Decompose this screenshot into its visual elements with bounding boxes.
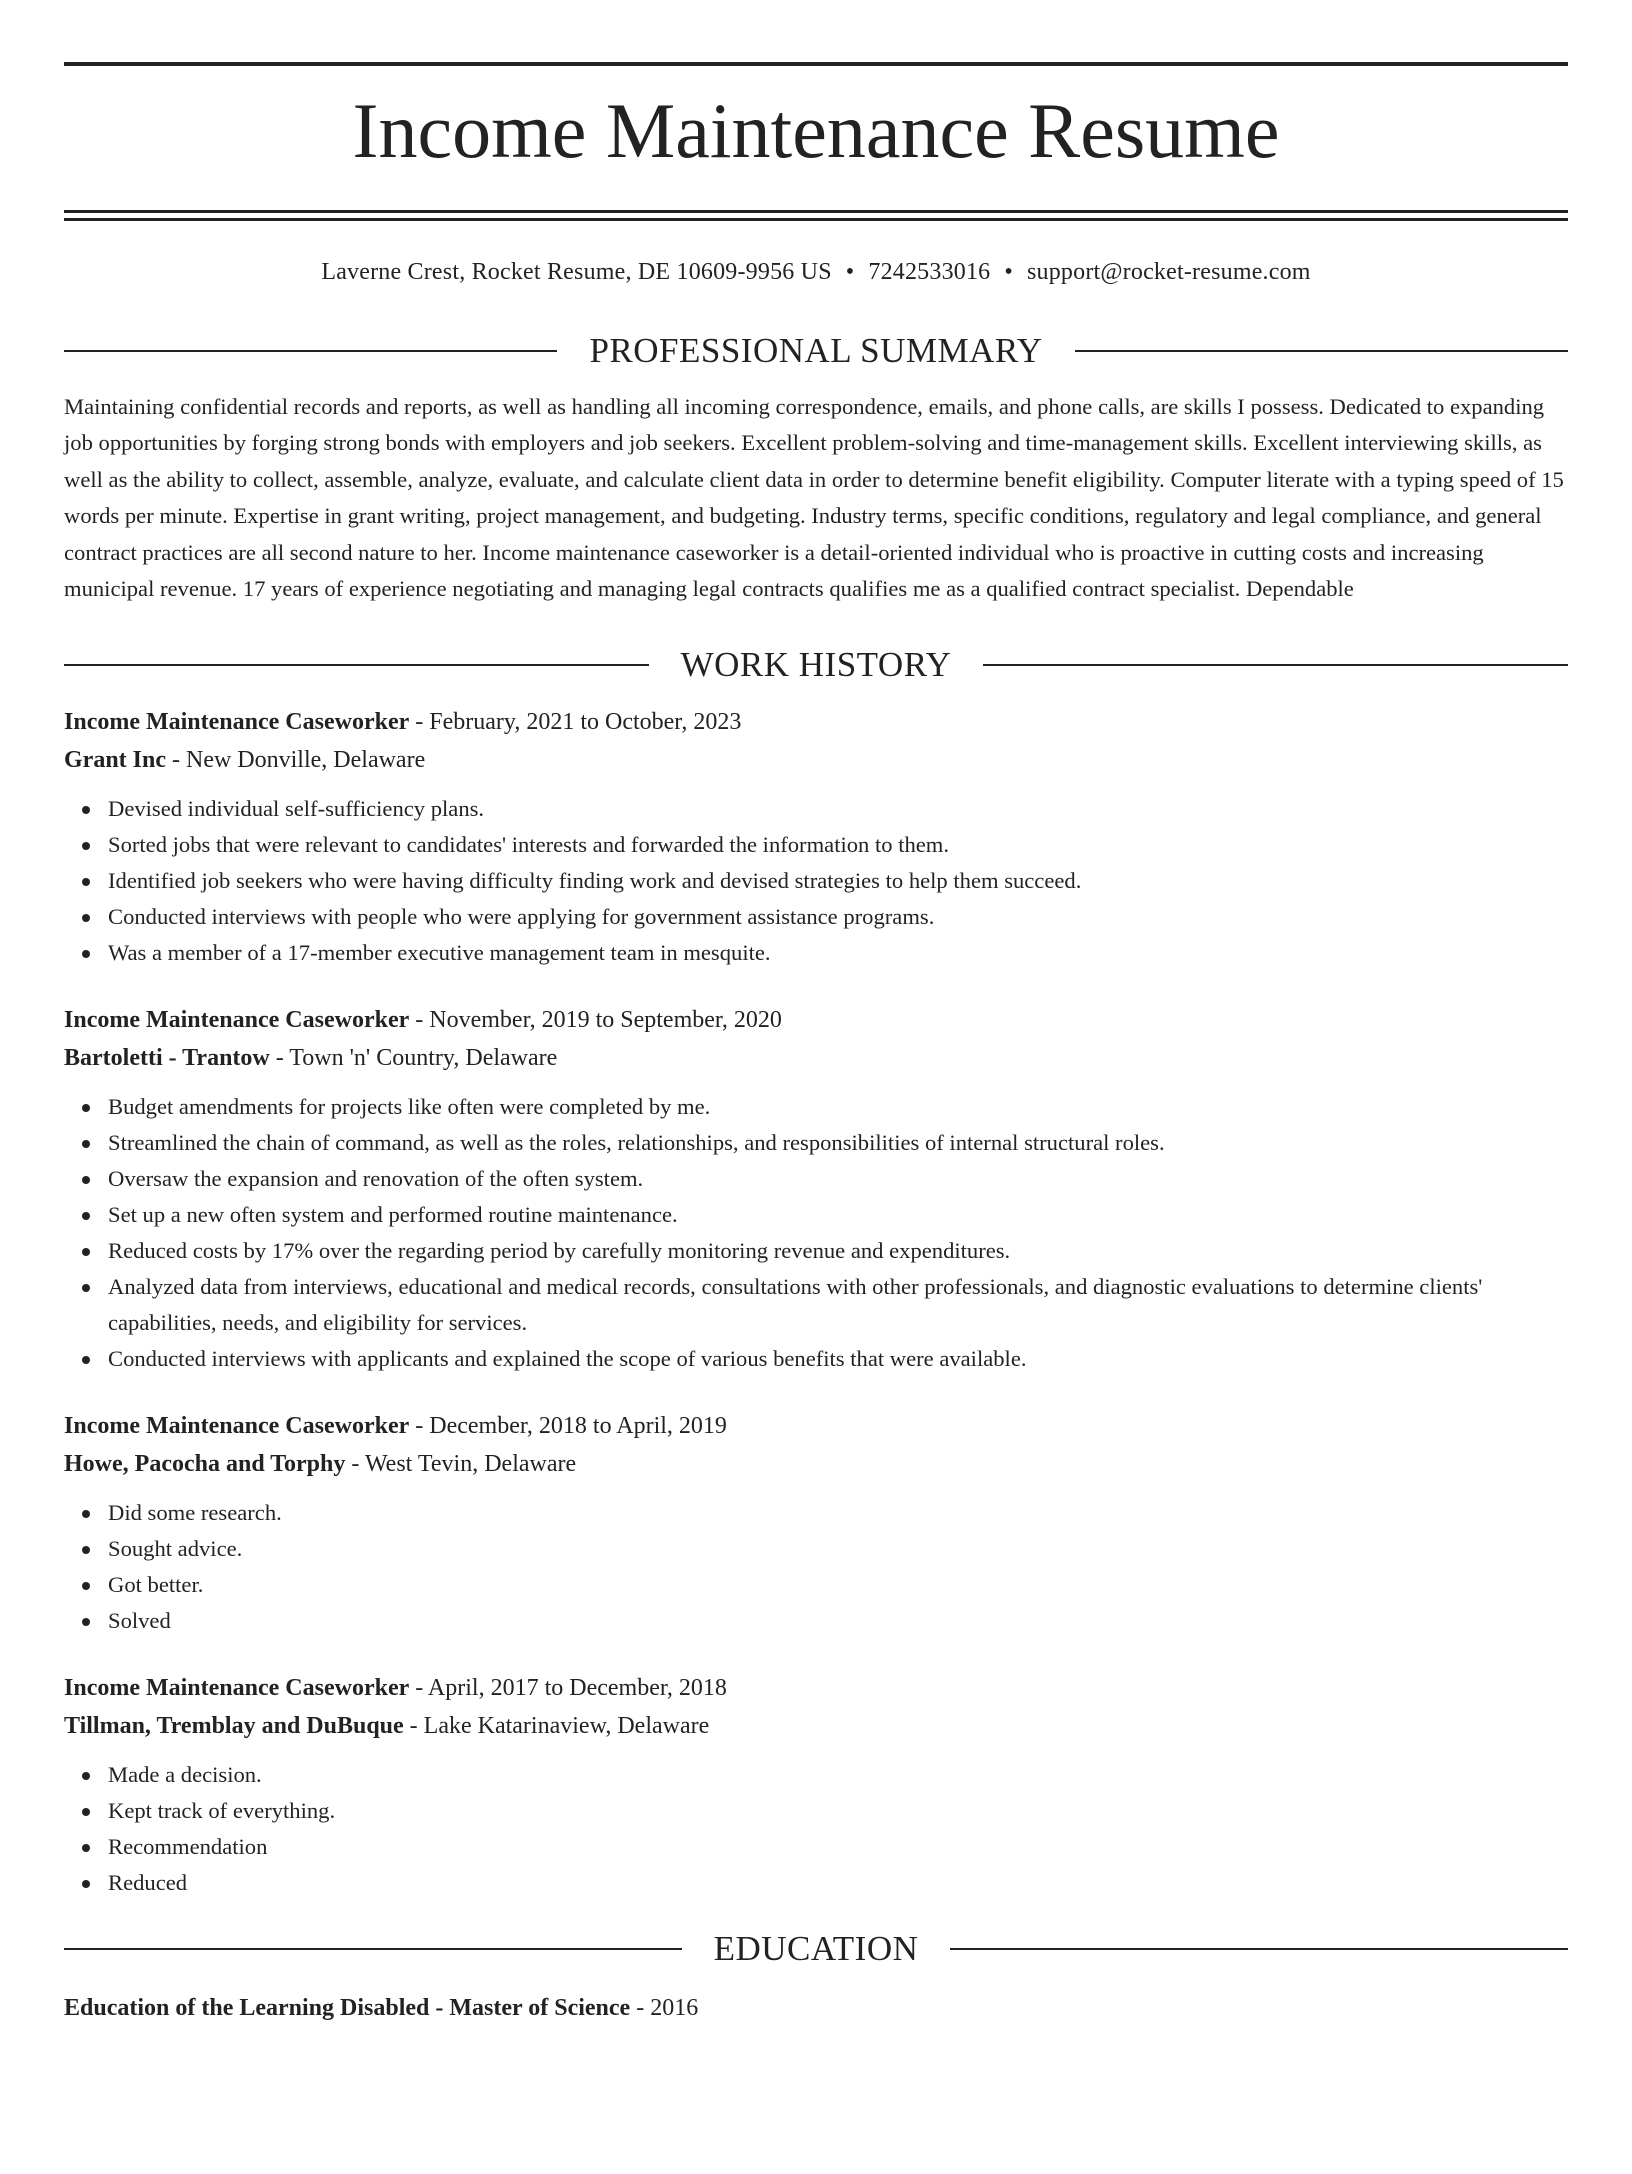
summary-paragraph: Maintaining confidential records and reports, as well as handling all incoming correspondence, emails, and phone calls, are skills I possess. Dedicated to expanding job opportunities by forging strong bonds with employers and job seekers. Excellent problem-solving and time-management skills. Excellent interviewing skills, as well as the ability to collect, assemble, analyze, evaluate, and calculate client data in order to determine benefit eligibility. Computer literate with a typing speed of 15 words per minute. Expertise in grant writing, project management, and budgeting. Industry terms, specific conditions, regulatory and legal compliance, and general contract practices are all second nature to her. Income maintenance caseworker is a detail-oriented individual who is proactive in cutting costs and increasing municipal revenue. 17 years of experience negotiating and managing legal contracts qualifies me as a qualified contract specialist. Dependable	[64, 394, 1564, 602]
job-company-line	[64, 1707, 1568, 1745]
job-entry	[64, 1407, 1568, 1639]
heading-rule-left	[64, 350, 557, 352]
list-item: Oversaw the expansion and renovation of the often system.	[108, 1161, 1568, 1197]
title-double-rule	[64, 210, 1568, 221]
list-item: Recommendation	[108, 1829, 1568, 1865]
job-duties	[64, 791, 1568, 971]
list-item: Kept track of everything.	[108, 1793, 1568, 1829]
work-history-heading	[64, 647, 1568, 683]
job-company: Howe, Pacocha and Torphy	[64, 1451, 346, 1478]
education-heading	[64, 1931, 1568, 1967]
job-company: Tillman, Tremblay and DuBuque	[64, 1713, 404, 1740]
education-degree: Education of the Learning Disabled - Master of Science	[64, 1995, 631, 2022]
contact-email: support@rocket-resume.com	[1026, 259, 1311, 285]
list-item: Was a member of a 17-member executive management team in mesquite.	[108, 935, 1568, 971]
job-dates: - December, 2018 to April, 2019	[409, 1413, 727, 1440]
heading-rule-right	[1075, 350, 1568, 352]
job-location: - West Tevin, Delaware	[345, 1451, 577, 1478]
job-company: Grant Inc	[64, 747, 166, 774]
job-title-line	[64, 1669, 1568, 1707]
job-title: Income Maintenance Caseworker	[64, 1007, 410, 1034]
job-company-line	[64, 1039, 1568, 1077]
list-item: Streamlined the chain of command, as well as the roles, relationships, and responsibilities of internal structural roles.	[108, 1125, 1568, 1161]
heading-rule-left	[64, 664, 649, 666]
list-item: Reduced	[108, 1865, 1568, 1901]
list-item: Identified job seekers who were having difficulty finding work and devised strategies to help them succeed.	[108, 863, 1568, 899]
list-item: Devised individual self-sufficiency plans.	[108, 791, 1568, 827]
education-entry	[64, 1989, 1568, 2027]
job-duties	[64, 1089, 1568, 1377]
job-company-line	[64, 1445, 1568, 1483]
job-company: Bartoletti - Trantow	[64, 1045, 270, 1072]
list-item: Reduced costs by 17% over the regarding period by carefully monitoring revenue and expenditures.	[108, 1233, 1568, 1269]
heading-rule-right	[950, 1948, 1568, 1950]
job-title: Income Maintenance Caseworker	[64, 709, 410, 736]
list-item: Sorted jobs that were relevant to candidates' interests and forwarded the information to them.	[108, 827, 1568, 863]
list-item: Did some research.	[108, 1495, 1568, 1531]
job-location: - Town 'n' Country, Delaware	[269, 1045, 558, 1072]
job-company-line	[64, 741, 1568, 779]
list-item: Sought advice.	[108, 1531, 1568, 1567]
heading-rule-left	[64, 1948, 682, 1950]
job-duties	[64, 1757, 1568, 1901]
job-title-line	[64, 1407, 1568, 1445]
list-item: Conducted interviews with people who were applying for government assistance programs.	[108, 899, 1568, 935]
job-dates: - February, 2021 to October, 2023	[409, 709, 742, 736]
resume-title: Income Maintenance Resume	[352, 87, 1280, 174]
job-duties	[64, 1495, 1568, 1639]
list-item: Budget amendments for projects like often were completed by me.	[108, 1089, 1568, 1125]
list-item: Made a decision.	[108, 1757, 1568, 1793]
contact-separator: •	[845, 259, 855, 285]
job-dates: - April, 2017 to December, 2018	[409, 1675, 727, 1702]
job-title: Income Maintenance Caseworker	[64, 1413, 410, 1440]
list-item: Solved	[108, 1603, 1568, 1639]
job-entry	[64, 1001, 1568, 1377]
job-location: - New Donville, Delaware	[166, 747, 426, 774]
job-title-line	[64, 703, 1568, 741]
job-location: - Lake Katarinaview, Delaware	[403, 1713, 710, 1740]
list-item: Set up a new often system and performed routine maintenance.	[108, 1197, 1568, 1233]
education-heading-text: EDUCATION	[713, 1929, 919, 1969]
work-history-heading-text: WORK HISTORY	[680, 645, 952, 685]
job-dates: - November, 2019 to September, 2020	[409, 1007, 782, 1034]
contact-separator: •	[1004, 259, 1013, 285]
contact-address: Laverne Crest, Rocket Resume, DE 10609-9956 US	[321, 259, 832, 285]
job-entry	[64, 703, 1568, 971]
list-item: Conducted interviews with applicants and explained the scope of various benefits that were available.	[108, 1341, 1568, 1377]
job-entry	[64, 1669, 1568, 1901]
job-title-line	[64, 1001, 1568, 1039]
education-year: - 2016	[630, 1995, 699, 2022]
list-item: Analyzed data from interviews, educational and medical records, consultations with other professionals, and diagnostic evaluations to determine clients' capabilities, needs, and eligibility for services.	[108, 1269, 1568, 1341]
contact-line	[64, 257, 1568, 287]
top-rule	[64, 62, 1568, 66]
heading-rule-right	[983, 664, 1568, 666]
summary-heading-text: PROFESSIONAL SUMMARY	[589, 331, 1043, 370]
job-title: Income Maintenance Caseworker	[64, 1675, 410, 1702]
resume-page	[0, 62, 1632, 2174]
contact-phone: 7242533016	[868, 259, 991, 285]
summary-heading	[64, 333, 1568, 369]
list-item: Got better.	[108, 1567, 1568, 1603]
